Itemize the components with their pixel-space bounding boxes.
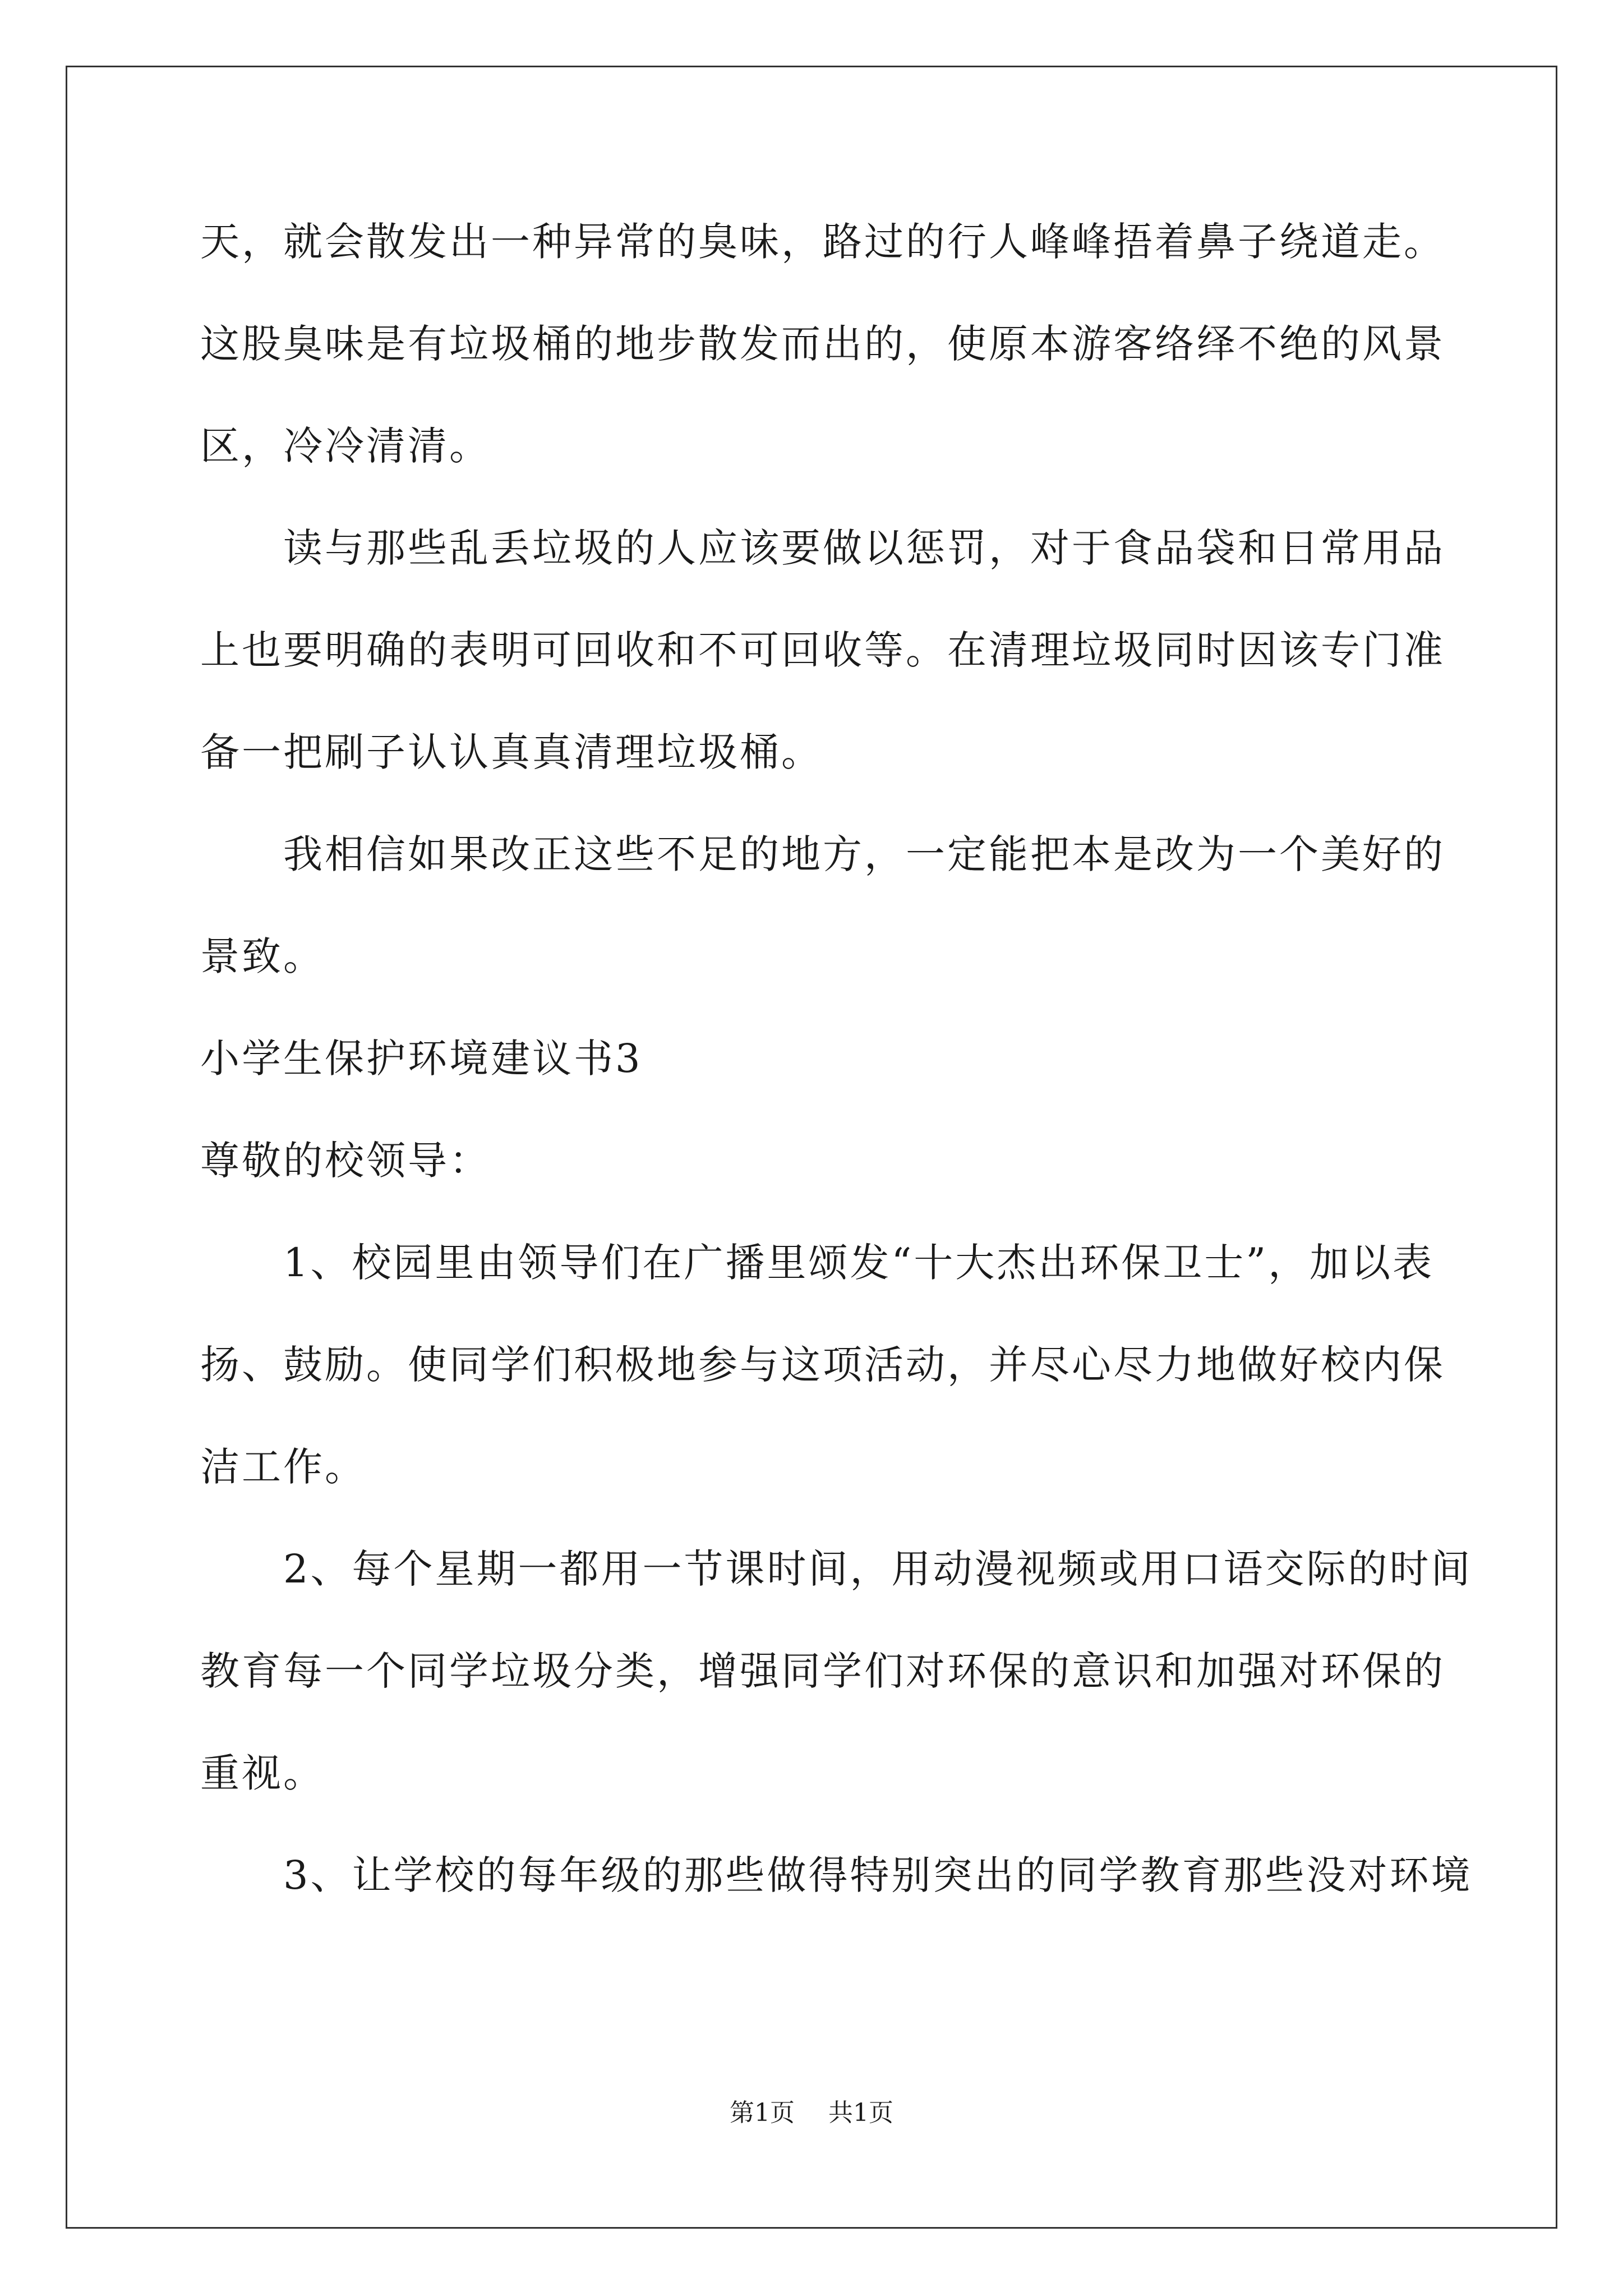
text-line: 扬、鼓励。使同学们积极地参与这项活动，并尽心尽力地做好校内保	[200, 1342, 1445, 1388]
text-line: 2、每个星期一都用一节课时间，用动漫视频或用口语交际的时间	[283, 1546, 1473, 1592]
page-number: 第1页	[730, 2099, 795, 2127]
text-line: 读与那些乱丢垃圾的人应该要做以惩罚，对于食品袋和日常用品	[283, 525, 1445, 571]
page-footer	[0, 2096, 1623, 2130]
text-line: 3、让学校的每年级的那些做得特别突出的同学教育那些没对环境	[283, 1852, 1473, 1898]
text-line: 上也要明确的表明可回收和不可回收等。在清理垃圾同时因该专门准	[200, 627, 1445, 673]
text-line: 我相信如果改正这些不足的地方，一定能把本是改为一个美好的	[283, 831, 1445, 877]
text-line: 景致。	[200, 933, 325, 979]
text-line: 重视。	[200, 1750, 325, 1796]
page-total: 共1页	[828, 2099, 893, 2127]
text-line: 备一把刷子认认真真清理垃圾桶。	[200, 729, 823, 775]
text-line: 洁工作。	[200, 1444, 366, 1490]
text-line: 1、校园里由领导们在广播里颂发“十大杰出环保卫士”，加以表	[283, 1240, 1435, 1286]
text-line: 教育每一个同学垃圾分类，增强同学们对环保的意识和加强对环保的	[200, 1648, 1445, 1694]
section-heading: 小学生保护环境建议书3	[200, 1036, 643, 1082]
text-line: 这股臭味是有垃圾桶的地步散发而出的，使原本游客络绎不绝的风景	[200, 321, 1445, 367]
salutation: 尊敬的校领导：	[200, 1138, 491, 1184]
text-line: 区，冷冷清清。	[200, 423, 491, 469]
text-line: 天，就会散发出一种异常的臭味，路过的行人峰峰捂着鼻子绕道走。	[200, 219, 1445, 265]
document-body	[200, 191, 1473, 1926]
